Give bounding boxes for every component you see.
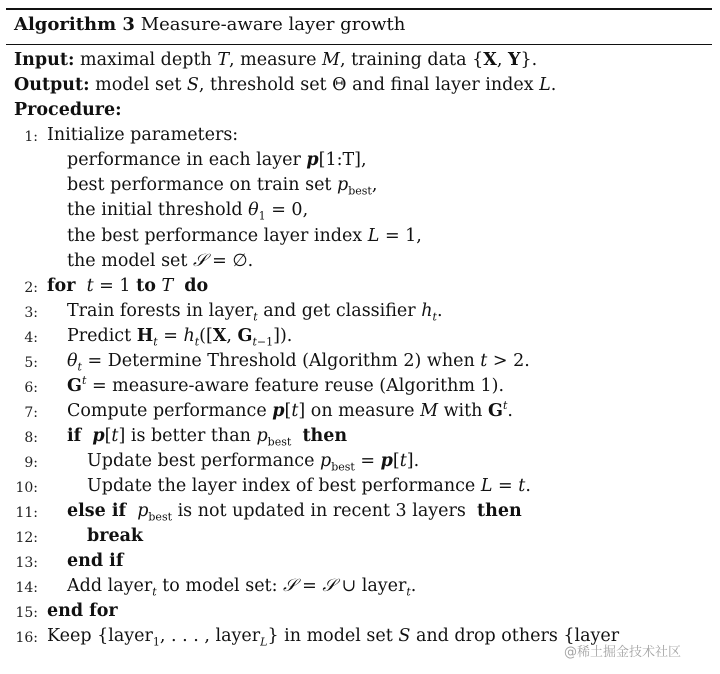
step-14-text: Add layer$_t$ to model set: 𝒮 = 𝒮 ∪ layer$_t$.	[67, 576, 417, 599]
step-number-9: 9:	[24, 455, 38, 471]
step-1-detail-index: the best performance layer index L = 1,	[67, 226, 422, 246]
step-9-text: Update best performance $p_{best} = p[t]$.	[87, 451, 420, 474]
step-15-text: end for	[47, 601, 118, 621]
step-7-text: Compute performance p[t] on measure M with $G^t$.	[67, 399, 513, 421]
step-number-15: 15:	[15, 605, 38, 621]
algorithm-name: Measure-aware layer growth	[140, 14, 406, 35]
step-2-text: for t = 1 to T do	[47, 276, 209, 296]
top-rule	[6, 8, 712, 10]
step-16-text: Keep {layer$_1$, . . . , layer$_L$} in model set S and drop others {layer	[47, 626, 620, 649]
output-label: Output:	[14, 75, 90, 95]
step-number-4: 4:	[24, 330, 38, 346]
step-3-text: Train forests in layer$_t$ and get classifier $h_t$.	[67, 301, 443, 324]
step-number-14: 14:	[15, 580, 38, 596]
step-1-detail-best: best performance on train set $p_{best}$,	[67, 175, 378, 198]
step-4-text: Predict $H_t = h_t([X$, $G_{t-1}$]).	[67, 326, 293, 349]
title-rule	[6, 44, 712, 45]
step-1-detail-modelset: the model set 𝒮 = ∅.	[67, 251, 254, 271]
step-number-1: 1:	[24, 129, 38, 145]
step-1-text: Initialize parameters:	[47, 125, 239, 145]
step-1-detail-threshold: the initial threshold $\theta_1 = 0$,	[67, 200, 309, 223]
step-number-8: 8:	[24, 430, 38, 446]
input-label: Input:	[14, 50, 75, 70]
watermark: @稀土掘金技术社区	[564, 645, 682, 660]
step-10-text: Update the layer index of best performance L = t.	[87, 476, 531, 496]
input-text: maximal depth T, measure M, training data {X, Y}.	[80, 50, 538, 70]
step-13-text: end if	[67, 551, 124, 571]
algorithm-title	[14, 16, 405, 34]
step-number-2: 2:	[24, 280, 38, 296]
input-line	[14, 52, 537, 70]
step-8-text: if p[t] is better than $p_{best}$ then	[67, 426, 348, 449]
output-line	[14, 77, 556, 95]
step-12-text: break	[87, 526, 144, 546]
procedure-label: Procedure:	[14, 100, 122, 120]
step-number-3: 3:	[24, 305, 38, 321]
step-number-10: 10:	[15, 480, 38, 496]
output-text: model set S, threshold set Θ and final layer index L.	[95, 75, 557, 95]
step-number-7: 7:	[24, 405, 38, 421]
step-6-text: $G^t$ = measure-aware feature reuse (Algorithm 1).	[67, 374, 505, 396]
step-1-detail-performance: performance in each layer p[1:T],	[67, 150, 367, 170]
step-number-16: 16:	[15, 630, 38, 646]
step-number-6: 6:	[24, 380, 38, 396]
algorithm-label: Algorithm 3	[14, 14, 135, 35]
step-number-5: 5:	[24, 355, 38, 371]
step-number-11: 11:	[15, 505, 38, 521]
step-number-12: 12:	[15, 530, 38, 546]
step-11-text: else if $p_{best}$ is not updated in recent 3 layers then	[67, 501, 522, 524]
step-number-13: 13:	[15, 555, 38, 571]
step-5-text: $\theta_t$ = Determine Threshold (Algorithm 2) when t > 2.	[67, 351, 530, 374]
